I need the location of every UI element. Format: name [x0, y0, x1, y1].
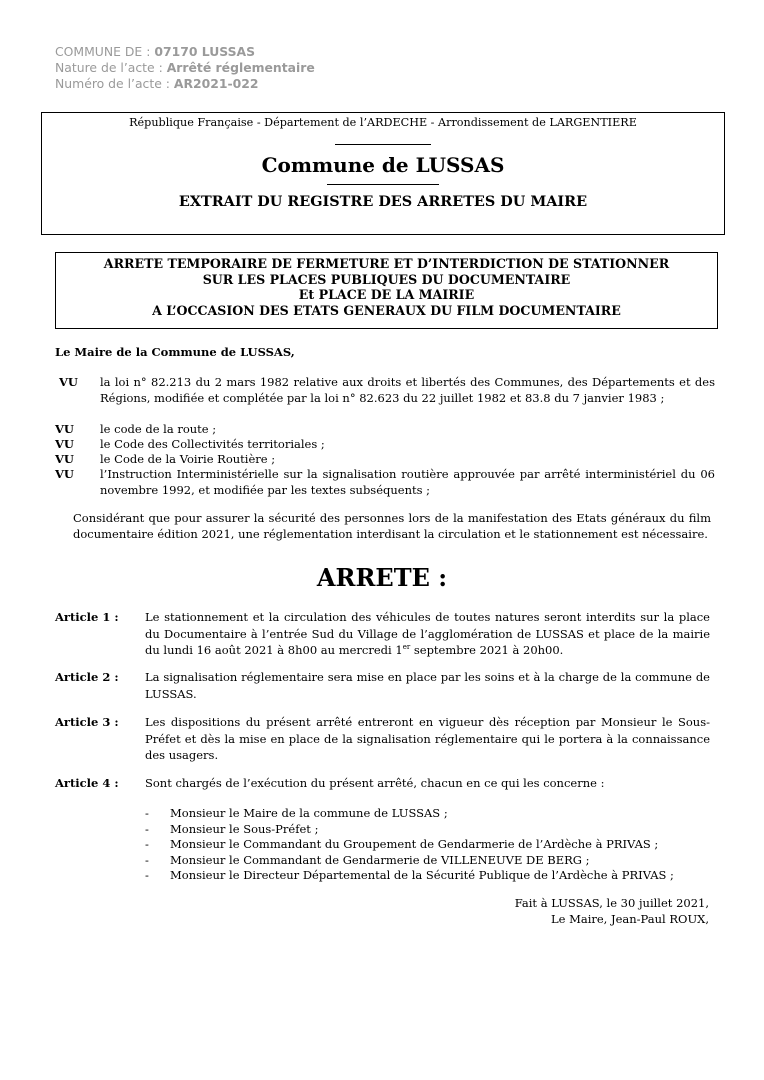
vu-item — [55, 467, 715, 498]
vu-item — [55, 422, 715, 438]
signature-date: Fait à LUSSAS, le 30 juillet 2021, — [514, 896, 709, 910]
list-item: - Monsieur le Maire de la commune de LUSSAS ; — [145, 806, 448, 820]
title-line-2: SUR LES PLACES PUBLIQUES DU DOCUMENTAIRE — [202, 271, 571, 287]
commune-title: Commune de LUSSAS — [261, 153, 505, 177]
vu-text: le code de la route ; — [100, 422, 217, 436]
bullet: - — [145, 852, 149, 867]
act-metadata — [55, 44, 315, 92]
considerant-paragraph: Considérant que pour assurer la sécurité des personnes lors de la manifestation des Etats généraux du film documentaire édition 2021, une réglementation interdisant la circulation et le stationnement est nécessaire. — [73, 511, 711, 541]
republique-line: République Française - Département de l’ARDECHE - Arrondissement de LARGENTIERE — [129, 116, 637, 129]
article-key: Article 3 : — [55, 715, 119, 729]
list-item: - Monsieur le Commandant de Gendarmerie de VILLENEUVE DE BERG ; — [145, 852, 590, 867]
arrete-title-box — [55, 252, 718, 329]
arrete-heading: ARRETE : — [316, 563, 448, 592]
bullet: - — [145, 821, 149, 836]
numero-line — [55, 76, 315, 92]
vu-item — [55, 437, 715, 453]
signature-name: Le Maire, Jean-Paul ROUX, — [550, 911, 709, 926]
vu-text: l’Instruction Interministérielle sur la signalisation routière approuvée par arrêté interministériel du 06 novembre 1992, et modifiée par les textes subséquents ; — [100, 467, 715, 497]
vu-text: le Code des Collectivités territoriales ; — [100, 437, 325, 451]
vu-key: VU — [55, 467, 74, 481]
article-text: Les dispositions du présent arrêté entreront en vigueur dès réception par Monsieur le Sous- Préfet et dès la mise en place de la signalisation réglementaire qui le portera à la connaissance des usagers. — [145, 715, 710, 762]
article-text: Le stationnement et la circulation des véhicules de toutes natures seront interdits sur la place du Documentaire à l’entrée Sud du Village de l’agglomération de LUSSAS et place de la mairie du lundi 16 août 2021 à 8h00 au mercredi 1er septembre 2021 à 20h00. — [145, 610, 710, 657]
title-line-3: Et PLACE DE LA MAIRIE — [298, 287, 475, 303]
bullet: - — [145, 806, 149, 820]
article-3 — [55, 714, 710, 764]
article-text: Sont chargés de l’exécution du présent arrêté, chacun en ce qui les concerne : — [145, 776, 605, 790]
article-text: La signalisation réglementaire sera mise en place par les soins et à la charge de la commune de LUSSAS. — [145, 670, 710, 701]
article-1 — [55, 609, 710, 659]
vu-item — [55, 375, 715, 406]
nature-label: Nature de l’acte : — [55, 60, 167, 75]
concerned-list — [145, 806, 674, 884]
bullet: - — [145, 868, 149, 882]
vu-key: VU — [55, 437, 74, 451]
list-item: - Monsieur le Sous-Préfet ; — [145, 821, 319, 836]
extrait-title: EXTRAIT DU REGISTRE DES ARRETES DU MAIRE — [178, 193, 588, 210]
commune-line — [55, 44, 315, 60]
maire-heading: Le Maire de la Commune de LUSSAS, — [55, 345, 295, 359]
numero-label: Numéro de l’acte : — [55, 76, 174, 91]
article-key: Article 4 : — [55, 776, 119, 790]
vu-key: VU — [59, 375, 78, 389]
article-key: Article 2 : — [55, 670, 119, 684]
signature-block — [515, 896, 709, 927]
title-line-4: A L’OCCASION DES ETATS GENERAUX DU FILM DOCUMENTAIRE — [152, 302, 621, 318]
header-box — [41, 112, 725, 235]
list-item: - Monsieur le Commandant du Groupement de Gendarmerie de l’Ardèche à PRIVAS ; — [145, 837, 659, 851]
commune-value: 07170 LUSSAS — [154, 44, 256, 59]
title-line-1: ARRETE TEMPORAIRE DE FERMETURE ET D’INTERDICTION DE STATIONNER — [103, 256, 670, 271]
nature-value: Arrêté réglementaire — [166, 60, 315, 75]
vu-text: la loi n° 82.213 du 2 mars 1982 relative aux droits et libertés des Communes, des Départements et des Régions, modifiée et complétée par la loi n° 82.623 du 22 juillet 1982 et 83.8 du 7 janvier 1983 ; — [100, 375, 715, 405]
vu-key: VU — [55, 422, 74, 436]
vu-text: le Code de la Voirie Routière ; — [100, 452, 276, 466]
bullet: - — [145, 837, 149, 851]
article-key: Article 1 : — [55, 610, 119, 624]
header-rule — [335, 144, 431, 145]
commune-label: COMMUNE DE : — [55, 44, 155, 59]
numero-value: AR2021-022 — [173, 76, 259, 91]
list-item: - Monsieur le Directeur Départemental de la Sécurité Publique de l’Ardèche à PRIVAS ; — [145, 868, 674, 882]
article-4 — [55, 775, 710, 792]
header-rule-2 — [327, 184, 439, 185]
nature-line — [55, 60, 315, 76]
article-2 — [55, 669, 710, 702]
vu-item — [55, 452, 715, 468]
vu-key: VU — [55, 452, 74, 466]
